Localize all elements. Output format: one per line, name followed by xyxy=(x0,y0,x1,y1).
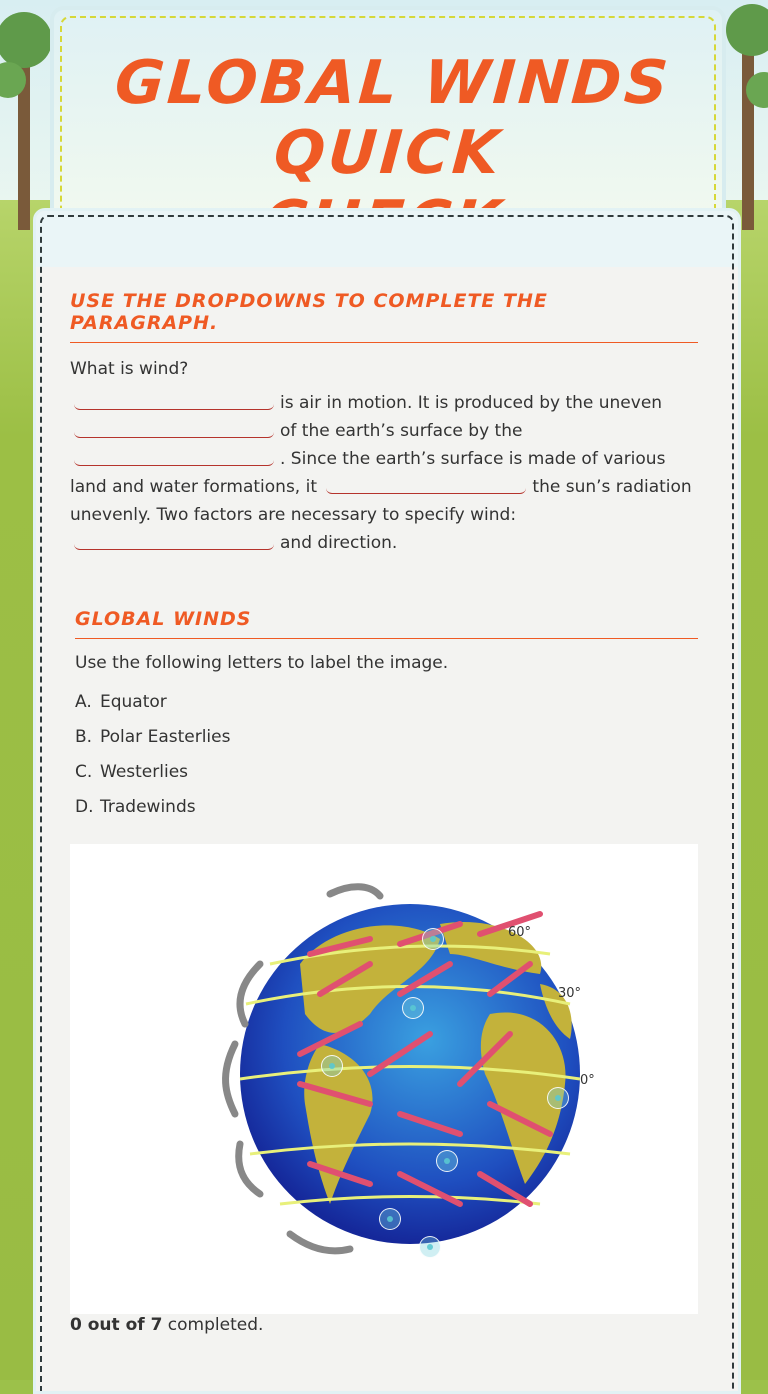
label-hotspot-6[interactable] xyxy=(379,1208,401,1230)
completion-status xyxy=(70,1315,263,1335)
lat-30-label: 30° xyxy=(558,986,582,1001)
paragraph-text-4: the sun’s radiation unevenly. Two factors are necessary to specify wind: xyxy=(70,477,692,525)
paragraph-text-2: of the earth’s surface by the xyxy=(280,421,523,441)
global-winds-section xyxy=(75,608,698,825)
dropdown-blank-5[interactable] xyxy=(74,529,274,550)
label-hotspot-2[interactable] xyxy=(402,997,424,1019)
lat-0-label: 0° xyxy=(580,1073,595,1088)
dropdown-blank-2[interactable] xyxy=(74,417,274,438)
label-hotspot-4[interactable] xyxy=(547,1087,569,1109)
title-line-1: GLOBAL WINDS QUICK xyxy=(112,48,674,188)
dropdown-blank-4[interactable] xyxy=(326,473,526,494)
lat-60-label: 60° xyxy=(508,925,532,940)
fill-paragraph xyxy=(70,389,698,557)
option-a: A. Equator xyxy=(75,692,167,712)
paragraph-text-5: and direction. xyxy=(280,533,398,553)
section-heading-paragraph: USE THE DROPDOWNS TO COMPLETE THE PARAGRAPH. xyxy=(70,290,698,343)
globe-winds-icon xyxy=(70,844,698,1314)
label-hotspot-7[interactable] xyxy=(419,1236,441,1258)
question-text: What is wind? xyxy=(70,359,189,379)
label-hotspot-1[interactable] xyxy=(422,928,444,950)
label-hotspot-5[interactable] xyxy=(436,1150,458,1172)
dropdown-blank-3[interactable] xyxy=(74,445,274,466)
header-card xyxy=(50,6,726,224)
label-instruction: Use the following letters to label the image. xyxy=(75,653,449,673)
dropdown-blank-1[interactable] xyxy=(74,389,274,410)
label-hotspot-3[interactable] xyxy=(321,1055,343,1077)
globe-diagram xyxy=(70,844,698,1314)
completion-count: 0 out of 7 xyxy=(70,1315,163,1335)
option-c: C. Westerlies xyxy=(75,762,189,782)
option-d: D. Tradewinds xyxy=(75,797,196,817)
paragraph-text-3: . Since the earth’s surface is made of various land and water formations, it xyxy=(70,449,666,497)
letter-options-list xyxy=(75,685,698,825)
section-heading-global-winds: GLOBAL WINDS xyxy=(75,608,698,639)
worksheet-content xyxy=(70,290,698,1335)
paragraph-text-1: is air in motion. It is produced by the uneven xyxy=(280,393,663,413)
option-b: B. Polar Easterlies xyxy=(75,727,231,747)
completion-suffix: completed. xyxy=(162,1315,264,1335)
